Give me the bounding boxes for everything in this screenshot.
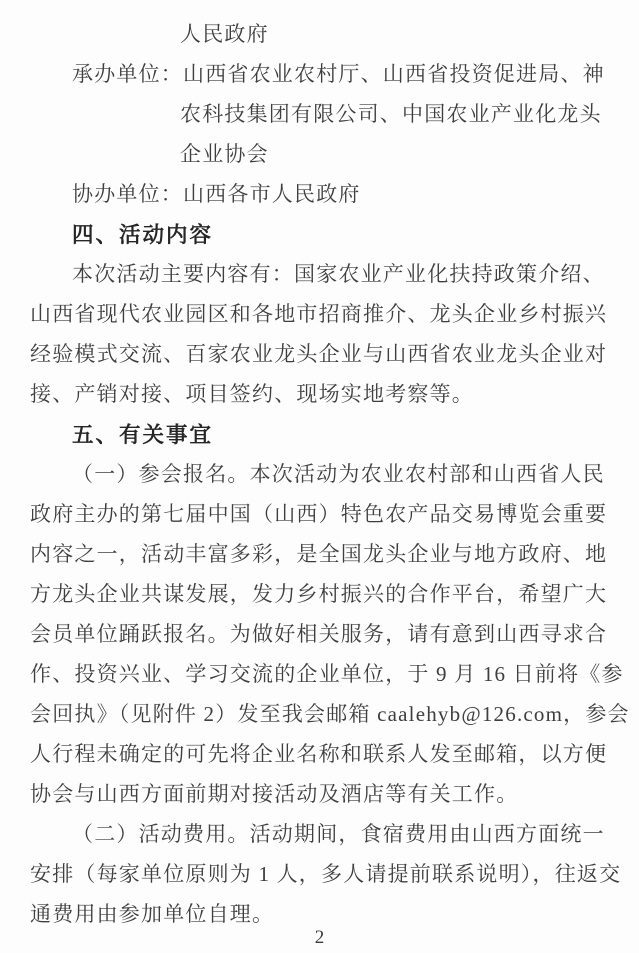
heading-section-activity-content: 四、活动内容 xyxy=(72,222,214,247)
document-text-column xyxy=(30,13,630,933)
line-organizer-continuation-2: 企业协会 xyxy=(180,142,269,166)
para-registration-line-8: 人行程未确定的可先将企业名称和联系人发至邮箱，以方便 xyxy=(30,742,608,766)
para-registration-line-3: 内容之一，活动丰富多彩，是全国龙头企业与地方政府、地 xyxy=(30,542,608,566)
line-host-continuation: 人民政府 xyxy=(180,22,269,46)
para-fees-line-2: 安排（每家单位原则为 1 人，多人请提前联系说明），往返交 xyxy=(30,862,622,886)
para-registration-line-1: （一）参会报名。本次活动为农业农村部和山西省人民 xyxy=(72,462,605,486)
para-registration-line-6: 作、投资兴业、学习交流的企业单位，于 9 月 16 日前将《参 xyxy=(30,662,624,686)
heading-section-related-matters: 五、有关事宜 xyxy=(72,422,214,447)
line-organizer-continuation-1: 农科技集团有限公司、中国农业产业化龙头 xyxy=(180,102,602,126)
para-registration-line-4: 方龙头企业共谋发展，发力乡村振兴的合作平台，希望广大 xyxy=(30,582,608,606)
line-organizer-label: 承办单位：山西省农业农村厅、山西省投资促进局、神 xyxy=(72,62,605,86)
para-activity-content-line-2: 山西省现代农业园区和各地市招商推介、龙头企业乡村振兴 xyxy=(30,302,608,326)
para-registration-line-9: 协会与山西方面前期对接活动及酒店等有关工作。 xyxy=(30,782,519,806)
para-fees-line-3: 通费用由参加单位自理。 xyxy=(30,902,275,926)
para-activity-content-line-1: 本次活动主要内容有：国家农业产业化扶持政策介绍、 xyxy=(72,262,605,286)
line-coorganizer-label: 协办单位：山西各市人民政府 xyxy=(72,182,361,206)
para-registration-line-2: 政府主办的第七届中国（山西）特色农产品交易博览会重要 xyxy=(30,502,608,526)
para-fees-line-1: （二）活动费用。活动期间，食宿费用由山西方面统一 xyxy=(72,822,605,846)
para-activity-content-line-3: 经验模式交流、百家农业龙头企业与山西省农业龙头企业对 xyxy=(30,342,608,366)
para-registration-line-7-email: 会回执》（见附件 2）发至我会邮箱 caalehyb@126.com，参会 xyxy=(30,702,630,726)
page-number: 2 xyxy=(314,927,325,948)
para-activity-content-line-4: 接、产销对接、项目签约、现场实地考察等。 xyxy=(30,382,474,406)
para-registration-line-5: 会员单位踊跃报名。为做好相关服务，请有意到山西寻求合 xyxy=(30,622,608,646)
